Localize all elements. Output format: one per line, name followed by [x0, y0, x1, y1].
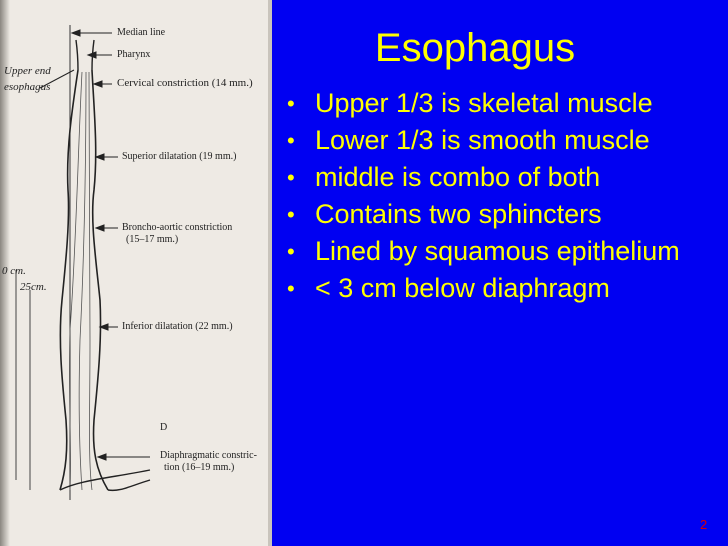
bullet-text: < 3 cm below diaphragm: [315, 273, 610, 303]
diaphragmatic-label-line1: Diaphragmatic constric-: [160, 450, 257, 461]
bullet-item: [285, 162, 725, 193]
bullet-text: Lined by squamous epithelium: [315, 236, 680, 266]
bullet-text: Upper 1/3 is skeletal muscle: [315, 88, 653, 118]
stomach-outflow: [60, 470, 150, 490]
inferior-dilatation-label: Inferior dilatation (22 mm.): [122, 321, 233, 332]
muscle-fibers: [69, 72, 92, 490]
bullet-dot: •: [287, 128, 295, 153]
broncho-aortic-label-line2: (15–17 mm.): [126, 234, 179, 245]
median-line-label: Median line: [117, 27, 166, 38]
bullet-text: Lower 1/3 is smooth muscle: [315, 125, 650, 155]
bullet-item: [285, 88, 725, 119]
esophagus-left-wall: [60, 70, 78, 490]
bullet-text: middle is combo of both: [315, 162, 601, 192]
bullet-dot: •: [287, 91, 295, 116]
superior-dilatation-label: Superior dilatation (19 mm.): [122, 151, 237, 162]
bullet-dot: •: [287, 276, 295, 301]
bullet-dot: •: [287, 165, 295, 190]
bullet-item: [285, 236, 725, 267]
figure-letter-d: D: [160, 422, 168, 433]
esophagus-diagram-panel: [0, 0, 272, 546]
cervical-constriction-label: Cervical constriction (14 mm.): [117, 77, 253, 89]
upper-end-label-line2: esophagus: [4, 81, 51, 93]
page-number: 2: [700, 517, 708, 532]
bullet-item: [285, 199, 725, 230]
bullet-item: [285, 125, 725, 156]
bullet-list: [285, 88, 725, 310]
pharynx-label: Pharynx: [117, 49, 151, 60]
bullet-item: [285, 273, 725, 304]
diaphragmatic-label-line2: tion (16–19 mm.): [164, 462, 235, 473]
bullet-dot: •: [287, 239, 295, 264]
bullet-text: Contains two sphincters: [315, 199, 602, 229]
cm-25-label: 25cm.: [20, 281, 47, 293]
cm-left-label: 0 cm.: [2, 265, 26, 277]
esophagus-right-wall: [92, 70, 108, 490]
broncho-aortic-label-line1: Broncho-aortic constriction: [122, 222, 233, 233]
upper-end-label-line1: Upper end: [4, 65, 51, 77]
bullet-dot: •: [287, 202, 295, 227]
slide-title: Esophagus: [374, 26, 576, 70]
